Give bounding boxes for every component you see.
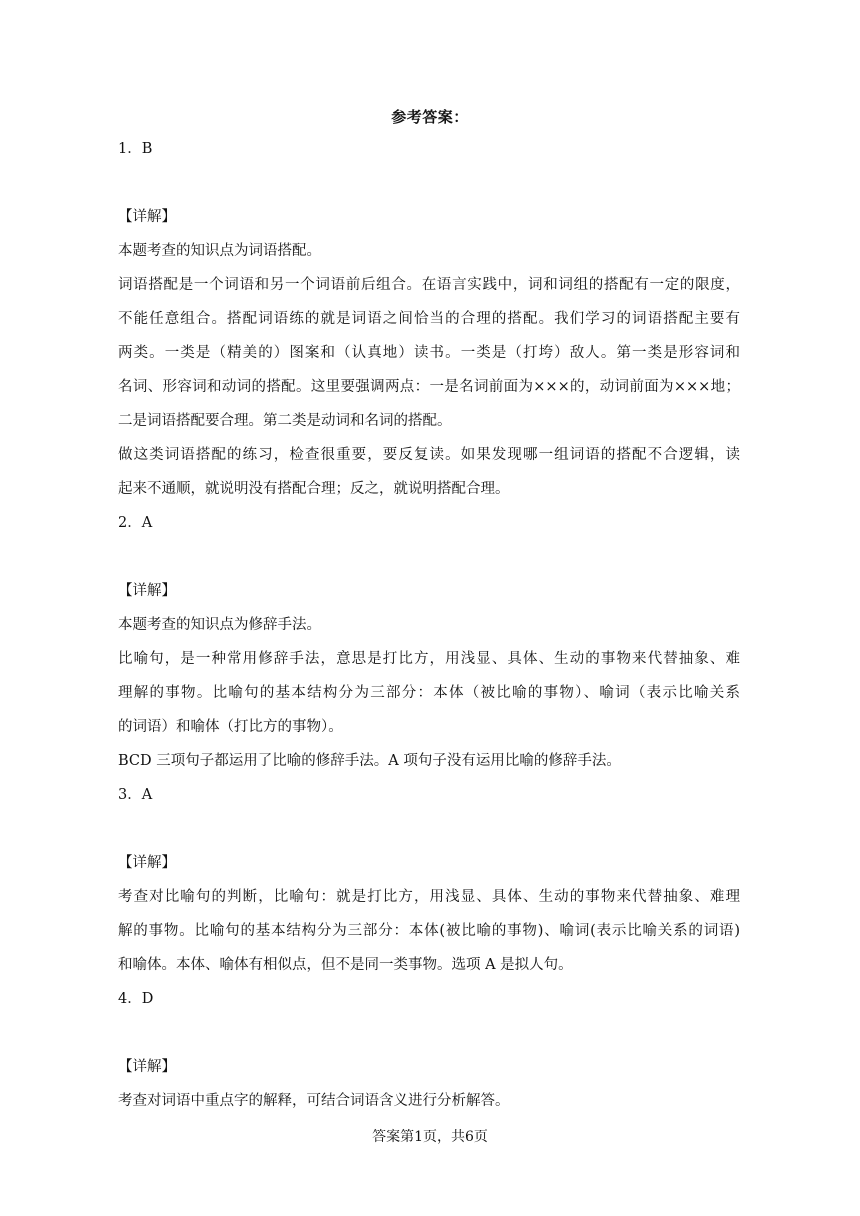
answer-2: 2．A xyxy=(118,515,153,531)
q1-line: 二是词语搭配要合理。第二类是动词和名词的搭配。 xyxy=(118,413,452,429)
q1-line: 两类。一类是（精美的）图案和（认真地）读书。一类是（打垮）敌人。第一类是形容词和 xyxy=(118,345,740,361)
detail-label-1: 【详解】 xyxy=(118,209,176,225)
answer-4: 4．D xyxy=(118,991,154,1007)
q2-line: 理解的事物。比喻句的基本结构分为三部分：本体（被比喻的事物）、喻词（表示比喻关系 xyxy=(118,685,740,701)
page-title: 参考答案： xyxy=(391,108,469,126)
detail-label-4: 【详解】 xyxy=(118,1059,176,1075)
q2-line: BCD 三项句子都运用了比喻的修辞手法。A 项句子没有运用比喻的修辞手法。 xyxy=(118,753,621,769)
answer-content xyxy=(118,132,740,1118)
q1-line: 名词、形容词和动词的搭配。这里要强调两点：一是名词前面为×××的，动词前面为×××地； xyxy=(118,379,740,395)
q3-line: 解的事物。比喻句的基本结构分为三部分：本体(被比喻的事物)、喻词(表示比喻关系的词语) xyxy=(118,923,740,939)
page-footer: 答案第1页，共6页 xyxy=(372,1129,488,1145)
q2-line: 比喻句，是一种常用修辞手法，意思是打比方，用浅显、具体、生动的事物来代替抽象、难 xyxy=(118,651,740,667)
q1-line: 不能任意组合。搭配词语练的就是词语之间恰当的合理的搭配。我们学习的词语搭配主要有 xyxy=(118,311,740,327)
q4-line: 考查对词语中重点字的解释，可结合词语含义进行分析解答。 xyxy=(118,1093,510,1109)
detail-label-2: 【详解】 xyxy=(118,583,176,599)
q1-line: 做这类词语搭配的练习，检查很重要，要反复读。如果发现哪一组词语的搭配不合逻辑，读 xyxy=(118,447,740,463)
answer-1: 1．B xyxy=(118,141,153,157)
q3-line: 考查对比喻句的判断，比喻句：就是打比方，用浅显、具体、生动的事物来代替抽象、难理 xyxy=(118,889,740,905)
q1-line: 本题考查的知识点为词语搭配。 xyxy=(118,243,321,259)
answer-3: 3．A xyxy=(118,787,153,803)
q3-line: 和喻体。本体、喻体有相似点，但不是同一类事物。选项 A 是拟人句。 xyxy=(118,957,573,973)
q1-line: 起来不通顺，就说明没有搭配合理；反之，就说明搭配合理。 xyxy=(118,481,510,497)
detail-label-3: 【详解】 xyxy=(118,855,176,871)
q2-line: 的词语）和喻体（打比方的事物）。 xyxy=(118,719,343,735)
q1-line: 词语搭配是一个词语和另一个词语前后组合。在语言实践中，词和词组的搭配有一定的限度， xyxy=(118,277,740,293)
q2-line: 本题考查的知识点为修辞手法。 xyxy=(118,617,321,633)
